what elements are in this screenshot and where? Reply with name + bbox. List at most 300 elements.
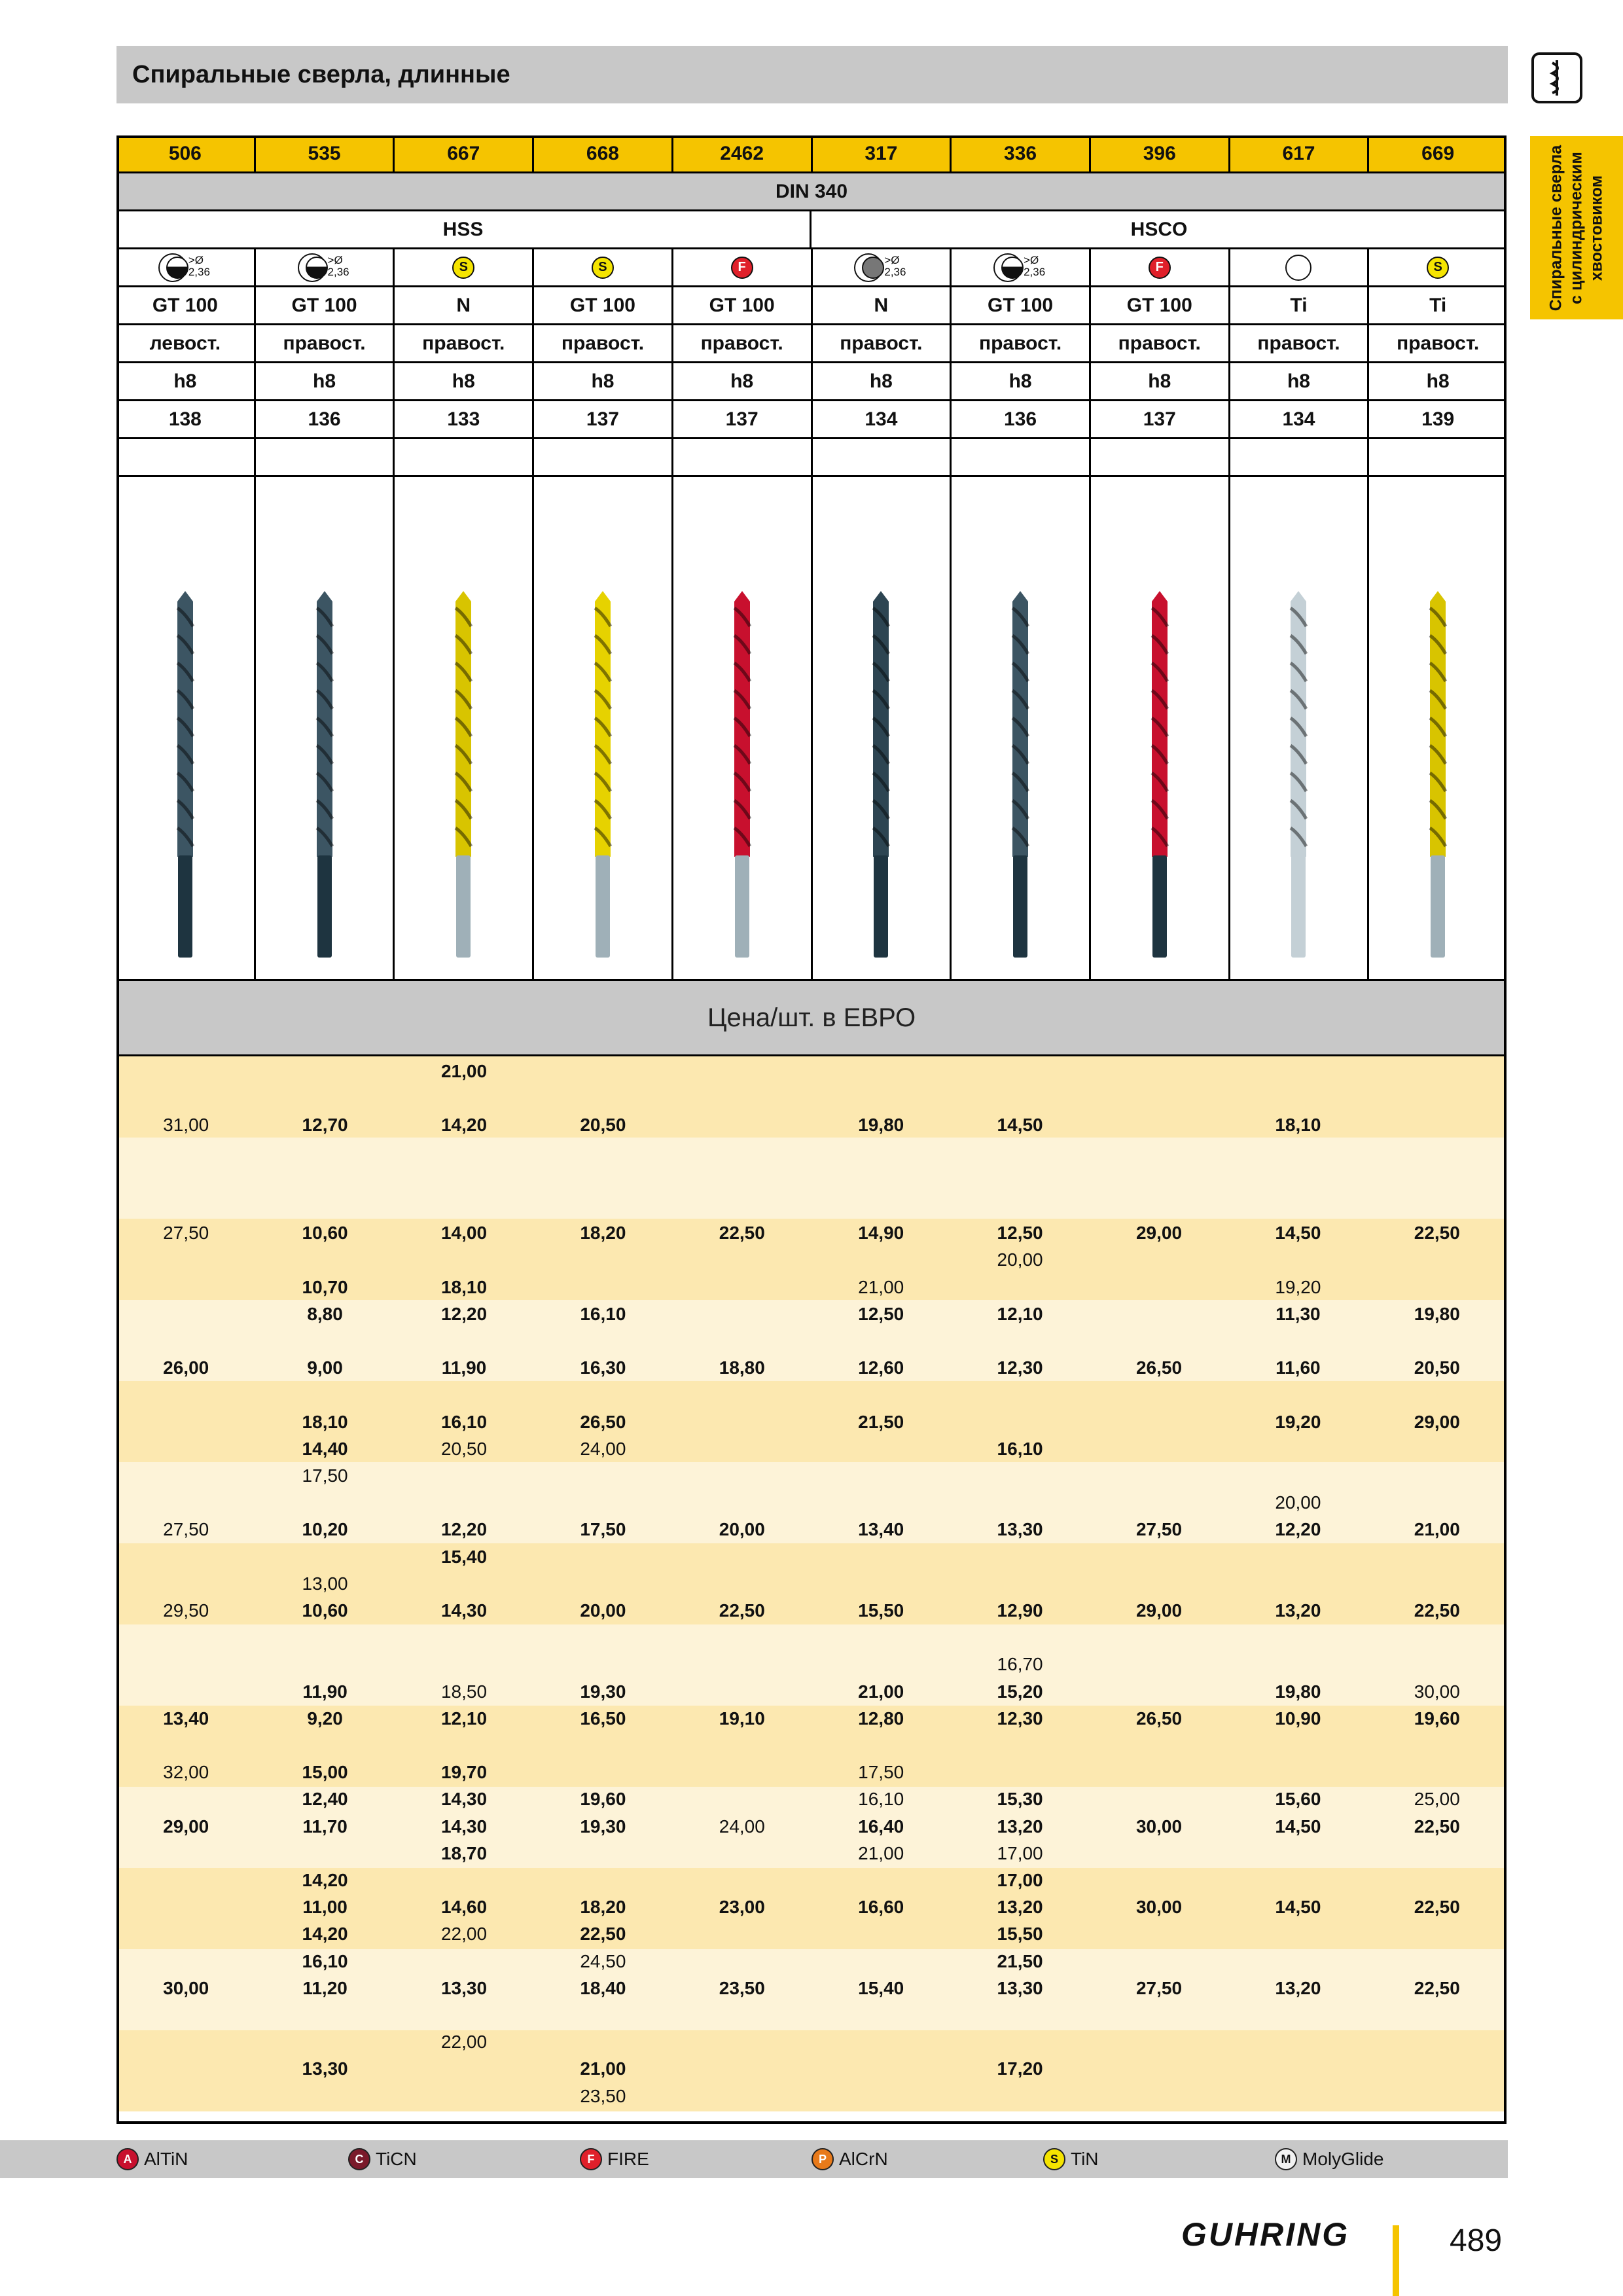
price-value: 31,00: [163, 1115, 209, 1136]
material-hsco: HSCO: [1130, 218, 1188, 240]
coating-legend: [0, 2140, 1508, 2178]
tolerance-cell: h8: [534, 363, 673, 399]
article-number-cell: 317: [813, 135, 952, 171]
drill-shank: [735, 855, 749, 958]
surface-treatment-icon: [256, 249, 395, 285]
price-value: 17,50: [302, 1465, 348, 1486]
article-number-cell: 2462: [673, 135, 813, 171]
price-value: 13,30: [997, 1977, 1043, 1998]
tolerance-cell: h8: [813, 363, 952, 399]
price-value: 15,20: [997, 1681, 1043, 1702]
price-value: 23,00: [719, 1897, 765, 1918]
price-value: 21,50: [858, 1411, 904, 1432]
drill-image: [166, 477, 205, 981]
drill-shank: [1431, 855, 1445, 958]
price-value: 22,00: [440, 2032, 488, 2053]
drill-section-icon: [1530, 51, 1584, 105]
drill-image-row: [116, 477, 1507, 981]
price-value: 19,60: [580, 1789, 626, 1810]
drill-image-cell: [1230, 477, 1370, 979]
tin-coating-icon: S: [592, 257, 614, 279]
price-value: 20,00: [580, 1600, 626, 1621]
price-value: 17,00: [997, 1842, 1043, 1863]
drill-image: [1418, 477, 1457, 981]
price-value: 26,50: [580, 1411, 626, 1432]
rotation-cell: правост.: [256, 325, 395, 361]
tin-coating-icon: [1369, 249, 1507, 285]
coating-icon: S: [1043, 2148, 1065, 2170]
price-value: 13,40: [858, 1519, 904, 1540]
price-value: 27,50: [1135, 1519, 1183, 1540]
price-value: 18,20: [580, 1897, 626, 1918]
catalog-page-cell: 133: [395, 401, 534, 437]
price-value: 15,50: [997, 1924, 1043, 1945]
price-value: 15,40: [858, 1977, 904, 1998]
price-value: 18,50: [440, 1681, 488, 1702]
price-value: 24,00: [580, 1438, 626, 1459]
price-value: 16,10: [440, 1411, 488, 1432]
price-value: 19,30: [580, 1816, 626, 1837]
price-value: 11,20: [302, 1977, 348, 1998]
empty-cell: [256, 439, 395, 475]
article-number-cell: 506: [116, 135, 256, 171]
page-title: [116, 46, 1508, 103]
price-value: 19,20: [1275, 1276, 1321, 1297]
price-value: 13,30: [997, 1519, 1043, 1540]
price-value: 19,20: [1275, 1411, 1321, 1432]
price-value: 30,00: [163, 1977, 209, 1998]
price-value: 29,00: [1135, 1223, 1183, 1244]
rotation-cell: правост.: [1397, 332, 1480, 354]
price-value: 15,30: [997, 1789, 1043, 1810]
drill-image-cell: [952, 477, 1091, 979]
coating-icon: M: [1275, 2148, 1297, 2170]
legend-item: [348, 2148, 417, 2170]
price-value: 12,30: [997, 1708, 1043, 1729]
price-value: 14,00: [440, 1223, 488, 1244]
fire-coating-icon: [673, 249, 813, 285]
tin-coating-icon: [534, 249, 673, 285]
drill-image: [1279, 477, 1318, 981]
article-number-cell: 535: [256, 135, 395, 171]
article-number-cell: 667: [395, 135, 534, 171]
rotation-cell: правост.: [952, 325, 1091, 361]
price-value: 14,50: [1275, 1897, 1321, 1918]
price-grid: [116, 1056, 1507, 2110]
price-value: 14,40: [302, 1438, 348, 1459]
rotation-cell: левост.: [116, 325, 256, 361]
price-value: 12,10: [440, 1708, 488, 1729]
catalog-page-cell: 138: [116, 401, 256, 437]
empty-cell: [813, 439, 952, 475]
drill-image-cell: [534, 477, 673, 979]
drill-type-cell: N: [395, 287, 534, 323]
drill-image-cell: [813, 477, 952, 979]
price-value: 19,30: [580, 1681, 626, 1702]
legend-item: [812, 2148, 888, 2170]
price-value: 16,60: [858, 1897, 904, 1918]
price-value: 11,00: [302, 1897, 348, 1918]
price-value: 26,00: [163, 1357, 209, 1378]
price-value: 22,50: [1414, 1600, 1460, 1621]
coating-icon: P: [812, 2148, 834, 2170]
price-value: 19,80: [1275, 1681, 1321, 1702]
drill-image: [305, 477, 344, 981]
drill-image-cell: [1091, 477, 1230, 979]
article-number-cell: 668: [534, 135, 673, 171]
tolerance-cell: h8: [1230, 363, 1370, 399]
price-value: 10,60: [302, 1600, 348, 1621]
price-value: 25,00: [1414, 1789, 1460, 1810]
material-row: [116, 211, 1507, 249]
legend-item: [580, 2148, 649, 2170]
symbol-note: >Ø 2,36: [188, 253, 210, 278]
catalog-page-cell: 136: [952, 401, 1091, 437]
side-tab-line: хвостовиком: [1587, 175, 1606, 281]
price-value: 18,70: [440, 1842, 488, 1863]
symbol-note: >Ø 2,36: [1024, 253, 1046, 278]
price-value: 11,30: [1275, 1303, 1321, 1324]
empty-cell: [116, 439, 256, 475]
price-value: 16,10: [580, 1303, 626, 1324]
price-value: 21,00: [858, 1681, 904, 1702]
brand-logo: GUHRING: [1181, 2216, 1350, 2253]
drill-image: [444, 477, 483, 981]
price-value: 24,00: [719, 1816, 765, 1837]
price-value: 14,30: [440, 1816, 488, 1837]
price-value: 9,00: [307, 1357, 343, 1378]
legend-label: TiCN: [376, 2149, 417, 2169]
rotation-cell: правост.: [813, 325, 952, 361]
price-value: 13,20: [1275, 1977, 1321, 1998]
drill-image-cell: [1369, 477, 1507, 979]
article-number-cell: 396: [1091, 135, 1230, 171]
surface-treatment-icon: [298, 253, 351, 282]
empty-cell: [673, 439, 813, 475]
drill-type-cell: GT 100: [1091, 287, 1230, 323]
side-tab-line: Спиральные сверла: [1546, 145, 1565, 311]
catalog-page-cell: 136: [256, 401, 395, 437]
fire-coating-icon: F: [1149, 257, 1171, 279]
empty-cell: [534, 439, 673, 475]
uncoated-icon: [1285, 255, 1311, 281]
price-value: 23,50: [719, 1977, 765, 1998]
price-value: 13,30: [302, 2058, 348, 2079]
price-value: 11,90: [302, 1681, 348, 1702]
surface-treatment-icon: [854, 253, 908, 282]
price-value: 10,60: [302, 1223, 348, 1244]
coating-icon: F: [580, 2148, 602, 2170]
price-value: 23,50: [580, 2085, 626, 2106]
tolerance-cell: h8: [395, 363, 534, 399]
price-value: 17,50: [580, 1519, 626, 1540]
price-value: 16,10: [858, 1789, 904, 1810]
price-value: 16,10: [997, 1438, 1043, 1459]
price-value: 9,20: [307, 1708, 343, 1729]
drill-shank: [1013, 855, 1027, 958]
price-value: 26,50: [1135, 1708, 1183, 1729]
price-value: 14,60: [440, 1897, 488, 1918]
price-value: 18,40: [580, 1977, 626, 1998]
price-value: 11,90: [441, 1357, 487, 1378]
price-value: 22,50: [1414, 1977, 1460, 1998]
coating-symbol-row: [116, 249, 1507, 287]
price-value: 19,70: [440, 1762, 488, 1783]
price-value: 14,30: [440, 1600, 488, 1621]
price-value: 14,20: [302, 1924, 348, 1945]
surface-treatment-icon: [993, 253, 1047, 282]
catalog-page-row: [116, 401, 1507, 439]
empty-row: [116, 439, 1507, 477]
price-value: 12,20: [440, 1519, 488, 1540]
price-value: 10,70: [302, 1276, 348, 1297]
drill-type-cell: Ti: [1230, 287, 1370, 323]
price-value: 12,40: [302, 1789, 348, 1810]
rotation-row: [116, 325, 1507, 363]
price-value: 19,10: [719, 1708, 765, 1729]
price-value: 21,00: [580, 2058, 626, 2079]
price-value: 12,50: [858, 1303, 904, 1324]
drill-image-cell: [395, 477, 534, 979]
empty-cell: [952, 439, 1091, 475]
price-value: 14,20: [440, 1115, 488, 1136]
symbol-note: >Ø 2,36: [327, 253, 349, 278]
price-value: 22,50: [1414, 1816, 1460, 1837]
price-value: 29,00: [163, 1816, 209, 1837]
price-value: 16,10: [302, 1950, 348, 1971]
price-value: 10,90: [1275, 1708, 1321, 1729]
price-value: 19,80: [1414, 1303, 1460, 1324]
product-table: [116, 135, 1507, 2110]
price-value: 22,50: [719, 1223, 765, 1244]
legend-label: FIRE: [607, 2149, 649, 2169]
drill-shank: [596, 855, 610, 958]
page-number: 489: [1450, 2223, 1503, 2258]
price-value: 14,90: [858, 1223, 904, 1244]
price-value: 19,80: [858, 1115, 904, 1136]
tolerance-cell: h8: [673, 363, 813, 399]
price-value: 22,50: [580, 1924, 626, 1945]
drill-image: [583, 477, 622, 981]
article-number-cell: 336: [952, 135, 1091, 171]
drill-type-cell: Ti: [1429, 294, 1447, 316]
price-value: 13,20: [997, 1816, 1043, 1837]
tin-coating-icon: S: [1427, 257, 1449, 279]
article-number-cell: 669: [1421, 142, 1455, 164]
rotation-cell: правост.: [1230, 325, 1370, 361]
article-number-row: [116, 135, 1507, 173]
price-value: 15,00: [302, 1762, 348, 1783]
empty-cell: [1230, 439, 1370, 475]
legend-item: [1275, 2148, 1383, 2170]
drill-type-cell: N: [813, 287, 952, 323]
drill-type-cell: GT 100: [534, 287, 673, 323]
side-tab-line: с цилиндрическим: [1567, 151, 1586, 304]
price-value: 29,50: [163, 1600, 209, 1621]
price-value: 15,60: [1275, 1789, 1321, 1810]
price-value: 8,80: [307, 1303, 343, 1324]
drill-image: [1140, 477, 1179, 981]
price-value: 16,70: [997, 1654, 1043, 1675]
drill-shank: [178, 855, 192, 958]
price-value: 21,00: [440, 1061, 488, 1081]
price-value: 14,50: [997, 1115, 1043, 1136]
surface-treatment-icon: [952, 249, 1091, 285]
tolerance-cell: h8: [1091, 363, 1230, 399]
side-tab-label: [1546, 145, 1607, 311]
price-value: 14,50: [1275, 1816, 1321, 1837]
tin-coating-icon: [395, 249, 534, 285]
drill-image-cell: [256, 477, 395, 979]
price-value: 13,20: [1275, 1600, 1321, 1621]
price-value: 13,00: [302, 1573, 348, 1594]
price-value: 22,00: [440, 1924, 488, 1945]
tolerance-cell: h8: [116, 363, 256, 399]
rotation-cell: правост.: [1091, 325, 1230, 361]
price-value: 14,20: [302, 1870, 348, 1890]
fire-coating-icon: [1091, 249, 1230, 285]
price-value: 18,10: [302, 1411, 348, 1432]
legend-label: AlTiN: [144, 2149, 188, 2169]
rotation-cell: правост.: [395, 325, 534, 361]
coating-icon: C: [348, 2148, 370, 2170]
section-side-tab[interactable]: [1530, 136, 1623, 319]
drill-type-cell: GT 100: [256, 287, 395, 323]
empty-cell: [1091, 439, 1230, 475]
catalog-page-cell: 139: [1421, 408, 1455, 430]
legend-label: TiN: [1071, 2149, 1099, 2169]
symbol-note: >Ø 2,36: [884, 253, 906, 278]
standard-row: [116, 173, 1507, 211]
price-value: 18,20: [580, 1223, 626, 1244]
price-value: 20,50: [580, 1115, 626, 1136]
price-value: 22,50: [719, 1600, 765, 1621]
drill-type-cell: GT 100: [116, 287, 256, 323]
drill-shank: [1152, 855, 1167, 958]
price-value: 18,10: [1275, 1115, 1321, 1136]
price-value: 19,60: [1414, 1708, 1460, 1729]
article-number-cell: 617: [1230, 135, 1370, 171]
empty-cell: [395, 439, 534, 475]
price-value: 24,50: [580, 1950, 626, 1971]
fire-coating-icon: F: [731, 257, 753, 279]
legend-item: [116, 2148, 188, 2170]
drill-image: [861, 477, 901, 981]
price-value: 12,90: [997, 1600, 1043, 1621]
price-value: 21,00: [858, 1842, 904, 1863]
legend-label: MolyGlide: [1302, 2149, 1384, 2169]
drill-image-cell: [673, 477, 813, 979]
price-value: 22,50: [1414, 1897, 1460, 1918]
price-value: 15,50: [858, 1600, 904, 1621]
empty-cell: [1369, 439, 1507, 475]
price-value: 13,40: [163, 1708, 209, 1729]
drill-type-cell: GT 100: [673, 287, 813, 323]
tolerance-cell: h8: [1426, 370, 1450, 392]
price-value: 10,20: [302, 1519, 348, 1540]
legend-label: AlCrN: [839, 2149, 888, 2169]
drill-image-cell: [116, 477, 256, 979]
price-value: 15,40: [440, 1546, 488, 1567]
price-value: 22,50: [1414, 1223, 1460, 1244]
price-value: 12,80: [858, 1708, 904, 1729]
price-value: 11,60: [1275, 1357, 1321, 1378]
catalog-page-cell: 137: [534, 401, 673, 437]
coating-icon: A: [116, 2148, 139, 2170]
price-band: [116, 1138, 1507, 1219]
drill-image: [722, 477, 762, 981]
price-value: 13,20: [997, 1897, 1043, 1918]
price-value: 27,50: [163, 1519, 209, 1540]
price-value: 30,00: [1414, 1681, 1460, 1702]
rotation-cell: правост.: [534, 325, 673, 361]
price-value: 30,00: [1135, 1816, 1183, 1837]
price-value: 17,50: [858, 1762, 904, 1783]
uncoated-icon: [1230, 249, 1370, 285]
price-value: 12,60: [858, 1357, 904, 1378]
tin-coating-icon: S: [452, 257, 474, 279]
price-value: 16,30: [580, 1357, 626, 1378]
price-header: Цена/шт. в ЕВРО: [116, 981, 1507, 1056]
catalog-page-cell: 137: [673, 401, 813, 437]
material-hss: HSS: [116, 211, 812, 247]
price-value: 30,00: [1135, 1897, 1183, 1918]
price-value: 17,00: [997, 1870, 1043, 1890]
drill-type-cell: GT 100: [952, 287, 1091, 323]
price-value: 26,50: [1135, 1357, 1183, 1378]
drill-shank: [317, 855, 332, 958]
price-value: 16,50: [580, 1708, 626, 1729]
drill-image: [1001, 477, 1040, 981]
price-value: 12,70: [302, 1115, 348, 1136]
price-value: 14,30: [440, 1789, 488, 1810]
price-value: 14,50: [1275, 1223, 1321, 1244]
price-value: 18,10: [440, 1276, 488, 1297]
price-value: 12,10: [997, 1303, 1043, 1324]
price-value: 21,00: [1414, 1519, 1460, 1540]
surface-treatment-icon: [158, 253, 212, 282]
price-value: 18,80: [719, 1357, 765, 1378]
price-value: 27,50: [1135, 1977, 1183, 1998]
price-value: 29,00: [1414, 1411, 1460, 1432]
rotation-cell: правост.: [673, 325, 813, 361]
drill-shank: [1291, 855, 1306, 958]
price-value: 20,00: [1275, 1492, 1321, 1513]
page-title-text: Спиральные сверла, длинные: [132, 60, 510, 88]
surface-treatment-icon: [116, 249, 256, 285]
drill-shank: [874, 855, 888, 958]
catalog-page-cell: 134: [1230, 401, 1370, 437]
price-value: 21,50: [997, 1950, 1043, 1971]
price-value: 16,40: [858, 1816, 904, 1837]
catalog-page-cell: 134: [813, 401, 952, 437]
surface-treatment-icon: [813, 249, 952, 285]
drill-shank: [456, 855, 471, 958]
price-value: 32,00: [163, 1762, 209, 1783]
legend-item: [1043, 2148, 1099, 2170]
price-value: 11,70: [302, 1816, 348, 1837]
price-value: 21,00: [858, 1276, 904, 1297]
price-value: 20,00: [719, 1519, 765, 1540]
price-value: 20,50: [440, 1438, 488, 1459]
price-value: 27,50: [163, 1223, 209, 1244]
price-value: 12,20: [1275, 1519, 1321, 1540]
price-value: 29,00: [1135, 1600, 1183, 1621]
price-value: 12,20: [440, 1303, 488, 1324]
drill-type-row: [116, 287, 1507, 325]
price-value: 17,20: [997, 2058, 1043, 2079]
tolerance-cell: h8: [952, 363, 1091, 399]
